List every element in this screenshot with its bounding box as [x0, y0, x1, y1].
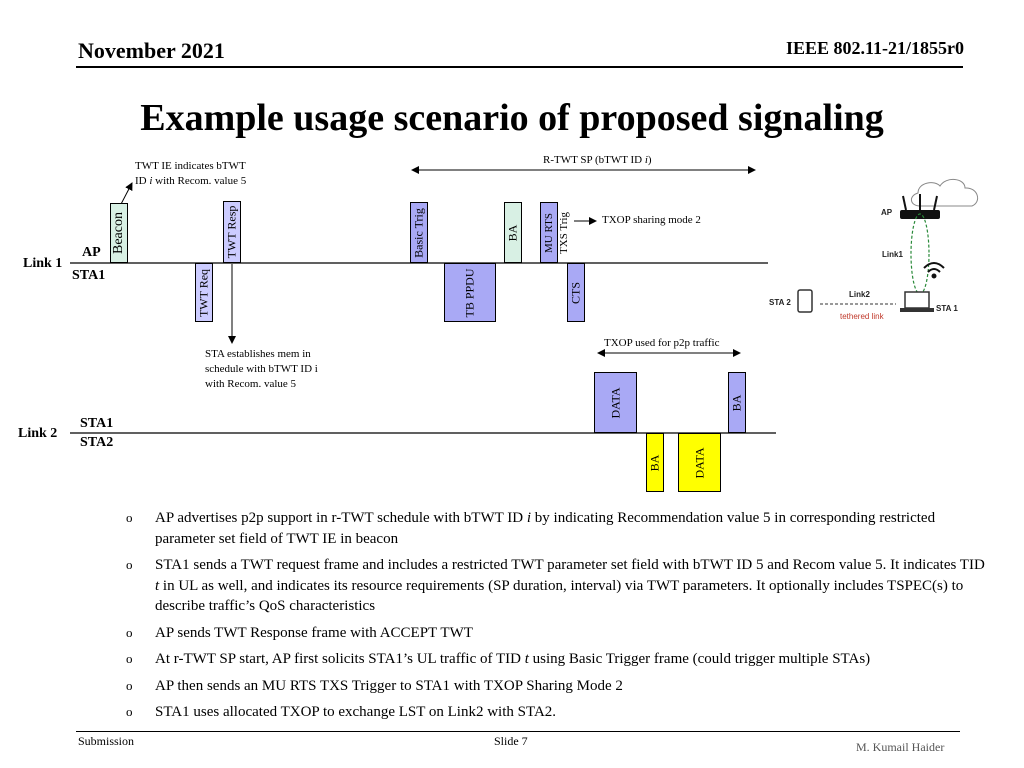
- data-frame-sta2: DATA: [678, 433, 721, 492]
- phone-icon: [798, 290, 812, 312]
- sta-establishes-note: STA establishes mem in schedule with bTWT ID i with Recom. value 5: [205, 348, 318, 390]
- bullet-text: AP advertises p2p support in r-TWT schedule with bTWT ID: [155, 510, 527, 526]
- bullet-text: At r-TWT SP start, AP first solicits STA1’s UL traffic of TID: [155, 651, 525, 667]
- bullet-item: [126, 623, 986, 644]
- bullet-text: STA1 uses allocated TXOP to exchange LST on Link2 with STA2.: [155, 704, 557, 720]
- ba-frame-link1: BA: [504, 202, 522, 263]
- txop-sharing-note: TXOP sharing mode 2: [602, 214, 701, 226]
- net-sta1-label: STA 1: [936, 304, 958, 313]
- bullet-text: AP sends TWT Response frame with ACCEPT TWT: [155, 624, 473, 641]
- bullet-text-suffix: by indicating Recommendation value 5 in corresponding restricted parameter set field of TWT IE in beacon: [155, 510, 936, 547]
- bullet-item: [126, 555, 986, 617]
- net-sta2-label: STA 2: [769, 298, 791, 307]
- laptop-icon: [900, 292, 934, 312]
- tb-ppdu-frame: TB PPDU: [444, 263, 496, 322]
- basic-trig-frame: Basic Trig: [410, 202, 428, 263]
- footer-divider: [76, 731, 960, 732]
- bullet-italic: t: [155, 577, 160, 594]
- twt-req-frame: TWT Req: [195, 263, 213, 322]
- cloud-icon: [911, 179, 977, 206]
- header-date: November 2021: [78, 38, 225, 63]
- bullet-italic: i: [526, 510, 532, 526]
- link1-label: Link 1: [23, 256, 63, 271]
- slide-title: Example usage scenario of proposed signaling: [140, 97, 884, 139]
- wifi-icon: [924, 263, 944, 278]
- footer-slide-number: Slide 7: [494, 734, 528, 748]
- bullet-item: [126, 508, 986, 549]
- bullet-marker: o: [126, 557, 133, 572]
- mu-rts-frame: MU RTS: [540, 202, 558, 263]
- net-link2-label: Link2: [849, 290, 870, 299]
- sp-note: R-TWT SP (bTWT ID i): [543, 154, 652, 166]
- ba-frame-sta2: BA: [646, 433, 664, 492]
- bullet-marker: o: [126, 677, 133, 693]
- bullet-text-suffix: in UL as well, and indicates its resource requirements (SP duration, interval) via TWT parameters. It optionally includes TSPEC(s) to describe traffic’s QoS characteristics: [155, 577, 964, 614]
- net-ap-label: AP: [881, 208, 893, 217]
- net-link1-label: Link1: [882, 250, 903, 259]
- bullet-marker: o: [126, 651, 133, 666]
- footer-author: M. Kumail Haider: [856, 740, 945, 754]
- bullet-text: STA1 sends a TWT request frame and includes a restricted TWT parameter set field with bTWT ID 5 and Recom value 5. It indicates TID: [155, 557, 985, 573]
- footer-submission: Submission: [78, 734, 135, 748]
- bullet-marker: o: [126, 510, 133, 525]
- header-doc-id: IEEE 802.11-21/1855r0: [785, 38, 964, 58]
- bullet-marker: o: [126, 624, 133, 640]
- bullet-list: [126, 508, 986, 729]
- link2-label: Link 2: [18, 426, 58, 441]
- link2-sta1-label: STA1: [80, 416, 114, 431]
- bullet-item: [126, 649, 986, 670]
- beacon-frame: Beacon: [110, 203, 128, 263]
- cts-frame: CTS: [567, 263, 585, 322]
- link1-ellipse: [911, 214, 929, 294]
- net-tethered-label: tethered link: [840, 312, 884, 321]
- txs-trig-label: TXS Trig: [558, 212, 570, 254]
- link2-sta2-label: STA2: [80, 435, 114, 450]
- txop-used-note: TXOP used for p2p traffic: [604, 337, 720, 349]
- twt-ie-note: TWT IE indicates bTWT ID i with Recom. value 5: [135, 160, 247, 187]
- data-frame-sta1: DATA: [594, 372, 637, 433]
- ba-frame-sta1: BA: [728, 372, 746, 433]
- twt-resp-frame: TWT Resp: [223, 201, 241, 263]
- bullet-text: AP then sends an MU RTS TXS Trigger to STA1 with TXOP Sharing Mode 2: [155, 677, 623, 694]
- bullet-text-suffix: using Basic Trigger frame (could trigger multiple STAs): [528, 651, 871, 667]
- bullet-marker: o: [126, 704, 133, 719]
- link1-ap-label: AP: [82, 245, 101, 260]
- bullet-item: [126, 702, 986, 723]
- bullet-item: [126, 676, 986, 697]
- bullet-italic: t: [524, 651, 529, 667]
- link1-sta1-label: STA1: [72, 268, 106, 283]
